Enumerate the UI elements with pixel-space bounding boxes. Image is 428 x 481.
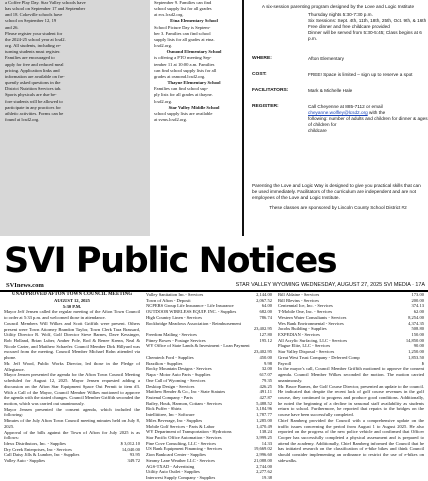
school-news-line: Sports physicals are due be- bbox=[5, 92, 57, 98]
bill-name: High Country Linen - Services bbox=[146, 314, 203, 320]
bill-name: Rick Puffer - Shirts bbox=[146, 406, 182, 412]
bill-amount: 8,254.00 bbox=[408, 314, 424, 320]
bill-name: Jacobs Building - Supplies bbox=[278, 326, 327, 332]
bill-name: Napa - Motor Auto Parts - Supplies bbox=[146, 372, 211, 378]
bill-name: AGS-TXAD - Advertising bbox=[146, 463, 195, 469]
bill-name: Western Water Consultants - Services bbox=[278, 314, 347, 320]
bill-amount: 1,853.50 bbox=[408, 354, 424, 360]
school-heading: Etna Elementary School bbox=[170, 18, 218, 24]
bill-name: Dry Creek Enterprises, Inc - Services bbox=[4, 446, 72, 452]
school-news-line: Families can find school sup- bbox=[154, 86, 209, 92]
bill-name: Steamy Lane Weather LLC - Services bbox=[146, 457, 215, 463]
bill-name: Centennial Ice, Inc. - Services bbox=[278, 303, 333, 309]
bill-name: Interwest Supply Company - Supplies bbox=[146, 475, 216, 480]
bills-column-right bbox=[278, 292, 424, 464]
flyer-row-line: Six Sessions: Sept. 4th, 11th, 18th, 25th, Oct. 9th, & 16th bbox=[308, 18, 427, 24]
bill-amount: 2,744.00 bbox=[256, 463, 272, 469]
school-news-line: and 26. bbox=[5, 24, 19, 30]
flyer-row-label: WHERE: bbox=[252, 56, 272, 61]
school-news-line: school supply list for all grades bbox=[154, 6, 212, 12]
bills-column bbox=[146, 292, 272, 481]
bill-amount: 1,250.00 bbox=[408, 349, 424, 355]
bill-amount: 93.95 bbox=[129, 452, 140, 458]
school-news-line: school on September 12, 19 bbox=[5, 18, 57, 24]
flyer-row-line: Mark & Michelle Hale bbox=[308, 88, 353, 93]
bill-amount: 2,067.52 bbox=[256, 297, 272, 303]
bill-amount: 3,184.96 bbox=[256, 406, 272, 412]
school-news-column-shaded bbox=[0, 0, 150, 236]
school-news-column bbox=[150, 0, 236, 236]
bill-amount: 62.00 bbox=[413, 309, 424, 315]
bill-amount: 21,088.00 bbox=[253, 457, 272, 463]
flyer-row-value bbox=[308, 12, 428, 42]
school-news-line: ply lists for all grades at thayne. bbox=[154, 92, 213, 98]
school-news-line: a Coffee Play Day. Star Valley schools have bbox=[5, 0, 86, 5]
bill-name: Star Valley Disposal - Services bbox=[278, 349, 335, 355]
council-paragraph: Approval of the bills against the Town of Afton for July 2025 is as follows: bbox=[4, 429, 140, 441]
bill-name: Bill Aldaine - Services bbox=[278, 292, 320, 297]
bill-name: EXPEDIAN - Services bbox=[278, 332, 320, 338]
bill-name: Pine Cove Consulting, LLC - Services bbox=[146, 440, 216, 446]
flyer-row-value bbox=[308, 88, 428, 94]
bill-amount: $ 3,012.10 bbox=[120, 440, 140, 446]
bill-amount: 127.80 bbox=[259, 332, 272, 338]
council-paragraph: Council Members Will Wilkes and Scott Griffith were present. Others present were Town Attorney Brandon Taylor, Town Clerk Tara Brassard, Utility Director R. Wolf, Golf Director Steve Barnes, Dave Kessinger, Rob Holland, Brian Luber, Amber Pole, Rod & Renee Krenn, Neal & Nicole Carter, and Matthew Schaefer. Council Member Dirk Hillyard was excused from the meeting. Council Member Michael Rohn attended via phone. bbox=[4, 320, 140, 361]
bill-name: Plague Elite, LLC - Services bbox=[278, 343, 331, 349]
bill-amount: 3,999.25 bbox=[256, 434, 272, 440]
bill-amount: 200.00 bbox=[411, 297, 424, 303]
school-heading: Thayne Elementary School bbox=[167, 80, 221, 86]
school-news-line: supply lists for all grades at etna. bbox=[154, 36, 215, 42]
bill-amount: 786.74 bbox=[259, 314, 272, 320]
council-minutes-column bbox=[4, 292, 140, 464]
bill-row bbox=[146, 475, 272, 481]
bill-amount: 9.98 bbox=[264, 360, 272, 366]
minutes-paragraph: Chief Ramberg provided the Council with a comprehensive update on the traffic issues concerning the period from August 1 to August 2025. He also reported on the progress of the new police vehicle and confirmed that Officer Cooper has successfully completed a physical assessment and is prepared to attend the academy. Additionally, Chief Ramberg informed the Council that he has initiated research on the classification of e-bike bikes and think Council should consider implementing an ordinance to restrict the use of e-bikes on sidewalks. bbox=[278, 417, 424, 463]
school-news-line: found at lcsd2.org. bbox=[5, 116, 40, 122]
council-paragraph: Mayor Jeff Jensen called the regular meeting of the Afton Town Council to order at 5:33 p.m. and welcomed those in attendance. bbox=[4, 309, 140, 321]
bill-amount: 64.00 bbox=[261, 303, 272, 309]
flyer-row-value bbox=[308, 104, 428, 134]
bill-name: OUTDOOR WIRELESS EQUIP. INC. - Supplies bbox=[146, 309, 237, 315]
bill-name: Zion Bankcard Center - Supplies bbox=[146, 452, 206, 458]
flyer-row-value bbox=[308, 56, 428, 62]
bill-amount: 1,285.00 bbox=[256, 417, 272, 423]
school-news-line: at ecs.lcsd2.org. bbox=[154, 12, 184, 18]
flyer-row-line: Thursday nights 5:30-7:30 p.m. bbox=[308, 12, 373, 17]
council-paragraph: Mr. Jeff Wood, Public Works Director, led those in the Pledge of Allegiance. bbox=[4, 360, 140, 372]
flyer-row-line: following: number of adults and children for dinner & ages of children for bbox=[308, 116, 428, 128]
bill-amount: 2,277.62 bbox=[256, 469, 272, 475]
school-news-text-mid bbox=[154, 0, 234, 123]
school-news-line: has school on September 17 and September bbox=[5, 6, 86, 12]
bill-amount: 1,470.49 bbox=[256, 423, 272, 429]
school-news-line: tember 11 at 10:00 a.m. Families bbox=[154, 61, 215, 67]
school-news-line: participate in any practices for bbox=[5, 104, 61, 110]
bill-name: Utility Auto Outlet - Supplies bbox=[146, 469, 200, 475]
school-news-line: school supply lists are available bbox=[154, 110, 213, 116]
bill-name: Idexx Distributors, Inc. - Supplies bbox=[4, 440, 66, 446]
bill-amount: 491.11 bbox=[259, 389, 272, 395]
bill-name: NCPERS Group Life Insurance - Life Insurance bbox=[146, 303, 234, 309]
flyer-row-label: FACILITATORS: bbox=[252, 88, 289, 93]
email-link[interactable]: cheyanne.wolfley@lcsd2.org bbox=[308, 110, 368, 116]
bill-name: Matthew Bender & Co., Inc - State Statutes bbox=[146, 389, 226, 395]
school-news-line: athletic activities. Forms can be bbox=[5, 110, 64, 116]
bill-name: Pitney Bowes - Postage Services bbox=[146, 337, 206, 343]
bill-name: Wes Bank Environmental - Services bbox=[278, 320, 344, 326]
bill-name: Valley Sanitation Inc.- Services bbox=[146, 292, 204, 297]
school-news-line: grades at osmond.lcsd2.org. bbox=[154, 73, 206, 79]
bill-amount: 1,787.77 bbox=[256, 412, 272, 418]
bill-name: Desktop Design - Services bbox=[146, 383, 195, 389]
bill-name: WY Department of Transportation - Hydrotons bbox=[146, 429, 232, 435]
bill-name: All Acrylic Surfacing, LLC - Services bbox=[278, 337, 348, 343]
flyer-row-line: FREE! Space is limited – sign up to reserve a spot bbox=[308, 72, 413, 77]
bill-amount: 14.33 bbox=[261, 440, 272, 446]
school-news-line: School Picture Day is Septem- bbox=[154, 24, 211, 30]
school-news-line: at svms.lcsd2.org. bbox=[154, 116, 188, 122]
school-news-line: turning students must register. bbox=[5, 49, 61, 55]
bill-name: WY Office of State Lands & Investment - Loan Payment bbox=[146, 343, 250, 349]
school-heading: Osmond Elementary School bbox=[166, 49, 222, 55]
school-news-line: pricing. Application links and bbox=[5, 67, 60, 73]
bill-name: US Bank Equipment Financing - Services bbox=[146, 446, 223, 452]
bill-name: Miles Beverage, Inc - Supplies bbox=[146, 417, 203, 423]
bill-amount: 4,374.35 bbox=[408, 320, 424, 326]
flyer-row-line: Dinner will be served from 5:30-5:45; Class begins at 6 p.m. bbox=[308, 30, 422, 42]
flyer-row-label: REGISTER: bbox=[252, 104, 279, 109]
flyer-footer: Parenting the Love and Logic Way is designed to give you practical skills that can be used immediately. Facilitators of the curriculum are independent and are not employees of the Love and Logic Institute. bbox=[252, 183, 421, 200]
bill-amount: 5,488.52 bbox=[256, 400, 272, 406]
school-news-line: Families are encouraged to bbox=[5, 55, 55, 61]
school-news-line: quently asked questions in the bbox=[5, 80, 61, 86]
bill-amount: 23,402.95 bbox=[253, 326, 272, 332]
school-news-line: Please register your student for bbox=[5, 30, 63, 36]
school-news-text bbox=[5, 0, 123, 123]
flyer-row-label: COST: bbox=[252, 72, 267, 77]
masthead-dateline: STAR VALLEY WYOMING WEDNESDAY, AUGUST 27, 2025 SVI MEDIA · 17A bbox=[235, 282, 425, 288]
flyer-row-line: Afton Elementary bbox=[308, 56, 344, 61]
masthead bbox=[0, 238, 428, 300]
masthead-site[interactable]: SVInews.com bbox=[6, 282, 44, 289]
council-paragraph: Mayor Jensen presented the agenda for the Afton Town Council Meeting scheduled for August 12, 2025. Mayor Jensen requested adding a discussion on the Afton Star Equipment Space Out Permit to item #3. With a Call of the Mayor, Council Member Wilkes motioned to approve the agenda with the stated changes. Council Member Griffith seconded the motion, which was carried out unanimously. bbox=[4, 372, 140, 406]
bill-row bbox=[278, 361, 424, 367]
bill-name: Rocky Mountain Designs - Services bbox=[146, 366, 212, 372]
council-paragraph: Mayor Jensen presented the consent agenda, which included the following: bbox=[4, 406, 140, 418]
council-date: AUGUST 12, 2025 bbox=[54, 298, 90, 303]
school-news-line: and 18. Cokeville schools have bbox=[5, 12, 63, 18]
bill-amount: 173.00 bbox=[411, 292, 424, 297]
bill-amount: 2,996.60 bbox=[256, 452, 272, 458]
bill-amount: 682.00 bbox=[259, 309, 272, 315]
bill-amount: 427.87 bbox=[259, 394, 272, 400]
school-news-line: lcsd2.org. bbox=[154, 98, 173, 104]
flyer-row-value bbox=[308, 72, 428, 78]
flyer-sponsor: These classes are sponsored by Lincoln County School District #2 bbox=[269, 205, 407, 210]
bill-name: Chemtech Ford - Supplies bbox=[146, 354, 194, 360]
bill-name: Freedom Mailing - Services bbox=[146, 332, 197, 338]
school-news-line: org. All students, including re- bbox=[5, 43, 62, 49]
school-news-line: September 9. Families can find bbox=[154, 0, 212, 5]
bill-name: Payroll bbox=[278, 360, 292, 366]
council-title: UNAPPROVED AFTON TOWN COUNCIL MEETING bbox=[11, 292, 133, 297]
school-news-line: information are available on fre- bbox=[5, 73, 65, 79]
flyer-row-line: childcare bbox=[308, 128, 327, 134]
council-paragraph: Minutes of the July Afton Town Council meeting minutes held on July 8, 2025. bbox=[4, 418, 140, 429]
masthead-logo: SVI Public Notices bbox=[4, 241, 337, 281]
school-news-line: lcsd2.org. bbox=[154, 43, 173, 49]
school-news-line: can find school supply lists for all bbox=[154, 67, 217, 73]
school-news-line: the 2024-25 school year at lcsd2. bbox=[5, 36, 66, 42]
bill-amount: 450.00 bbox=[259, 354, 272, 360]
bill-amount: 138.24 bbox=[259, 429, 272, 435]
parenting-flyer bbox=[242, 0, 428, 236]
bill-name: Call Daisy Jills & Lumber, Inc - Supplies bbox=[4, 452, 80, 458]
bill-amount: 349.72 bbox=[127, 458, 140, 464]
top-section bbox=[0, 0, 428, 236]
bill-name: Brazilion - Supplies bbox=[146, 360, 183, 366]
bill-name: Great West Trust Company - Deferred Comp bbox=[278, 354, 360, 360]
bill-amount: 374.13 bbox=[411, 303, 424, 309]
bill-amount: 617.07 bbox=[259, 372, 272, 378]
school-news-line: is offering a PTO meeting Sep- bbox=[154, 55, 212, 61]
bill-name: Valley Auto - Supplies bbox=[4, 458, 46, 464]
minutes-paragraph: Mr. Bruce Barnes, the Golf Course Director, presented an update to the council. He indicated that despite the recent lack of golf course revenues in the golf course, they continued to progress and produce good conditions. Additionally, he noted the beginning of a decline in seasonal staff availability as students return to school. Furthermore, he reported that repairs to the bridges on the course have been successfully completed. bbox=[278, 383, 424, 418]
flyer-row-line: Call Cheyenne at 885-7112 or email cheyanne.wolfley@lcsd2.org with the bbox=[308, 104, 386, 116]
bill-name: T-Mobile One, Inc. - Services bbox=[278, 309, 333, 315]
bill-amount: 508.80 bbox=[411, 326, 424, 332]
bill-amount: 14,040.00 bbox=[121, 446, 140, 452]
bill-name: Bailey, Houk, Harmon, Cottam - Services bbox=[146, 400, 222, 406]
bill-amount: 90.00 bbox=[413, 343, 424, 349]
bill-name: Town of Afton - Deposit bbox=[146, 297, 191, 303]
bill-amount: 19.38 bbox=[261, 475, 272, 480]
minutes-paragraph: In the mayor's call, Council Member Griffith motioned to approve the consent agenda. Council Member Wilkes seconded the motion. The motion carried unanimously. bbox=[278, 366, 424, 383]
bill-amount: 32.00 bbox=[261, 366, 272, 372]
bill-name: Mobile Golf Services - Parts & Labor bbox=[146, 423, 215, 429]
bill-amount: 150.00 bbox=[411, 332, 424, 338]
school-heading: Star Valley Middle School bbox=[168, 104, 220, 110]
bill-amount: 19,669.02 bbox=[253, 446, 272, 452]
bill-amount: 195.12 bbox=[259, 337, 272, 343]
school-news-line: District Nutrition Services tab. bbox=[5, 86, 62, 92]
school-news-line: ber 3. Families can find school bbox=[154, 30, 211, 36]
school-news-line: apply for free and reduced meal bbox=[5, 61, 64, 67]
council-time: 5:30 P.M. bbox=[62, 303, 82, 309]
bill-name: One Call of Wyoming - Services bbox=[146, 377, 206, 383]
bill-name: Rockbridge Meadows Association - Reimbursement bbox=[146, 320, 241, 326]
bill-amount: 14,850.00 bbox=[405, 337, 424, 343]
bill-amount: 426.25 bbox=[259, 383, 272, 389]
flyer-intro: A six-session parenting program designed by the Love and Logic Institute bbox=[261, 4, 415, 9]
bill-amount: $ bbox=[421, 360, 424, 366]
bill-amount: 23,402.95 bbox=[253, 349, 272, 355]
bill-name: Star Pacific Office Automation - Services bbox=[146, 434, 222, 440]
bill-amount: 79.35 bbox=[261, 377, 272, 383]
bill-row bbox=[4, 458, 140, 464]
bill-name: Fastenal Company - Parts bbox=[146, 394, 193, 400]
flyer-row-line: Free dinner and free childcare provided bbox=[308, 24, 390, 30]
bill-amount: 2,144.00 bbox=[256, 292, 272, 297]
bill-name: Bill Blevins - Services bbox=[278, 297, 320, 303]
bill-name: Intellititree, Inc - Software bbox=[146, 412, 195, 418]
school-news-line: fore students will be allowed to bbox=[5, 98, 63, 104]
